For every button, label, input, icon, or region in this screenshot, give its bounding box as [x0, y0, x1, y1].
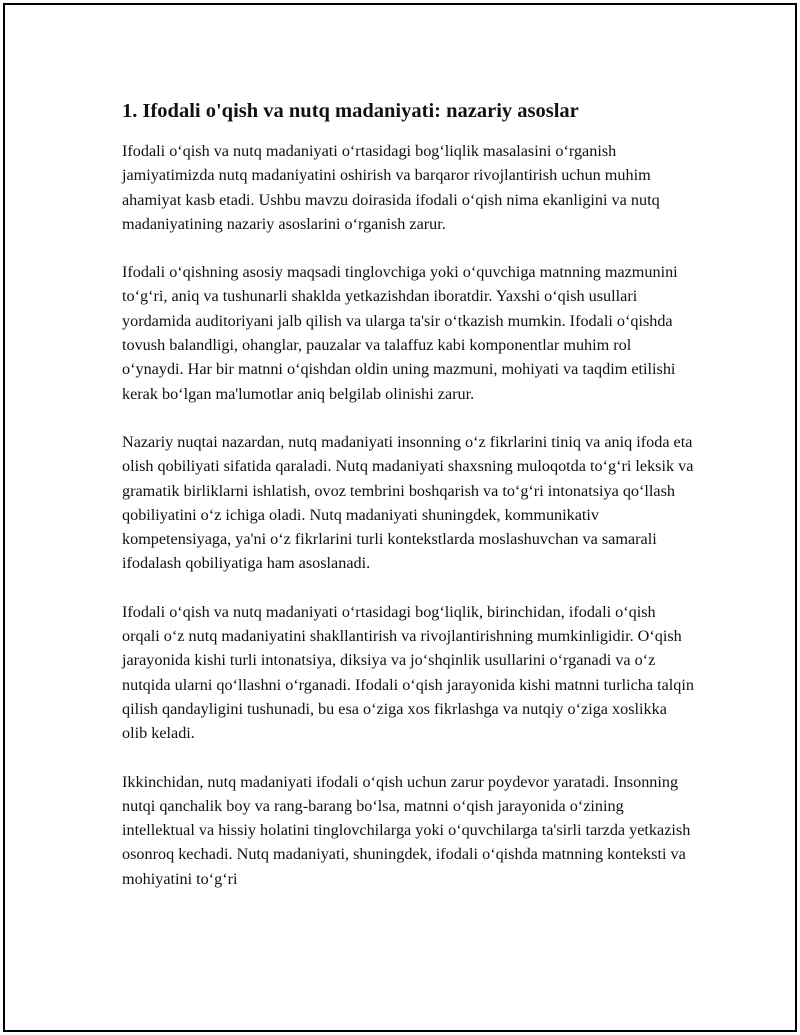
paragraph-2: Ifodali o‘qishning asosiy maqsadi tinglovchiga yoki o‘quvchiga matnning mazmunini to‘g‘ri, aniq va tushunarli shaklda yetkazishdan iboratdir. Yaxshi o‘qish usullari yordamida auditoriyani jalb qilish va ularga ta'sir o‘tkazish mumkin. Ifodali o‘qishda tovush balandligi, ohanglar, pauzalar va talaffuz kabi komponentlar muhim rol o‘ynaydi. Har bir matnni o‘qishdan oldin uning mazmuni, mohiyati va taqdim etilishi kerak bo‘lgan ma'lumotlar aniq belgilab olinishi zarur. [122, 263, 678, 403]
section-heading: 1. Ifodali o'qish va nutq madaniyati: nazariy asoslar [122, 100, 579, 122]
paragraph-1: Ifodali o‘qish va nutq madaniyati o‘rtasidagi bog‘liqlik masalasini o‘rganish jamiyatimizda nutq madaniyatini oshirish va barqaror rivojlantirish uchun muhim ahamiyat kasb etadi. Ushbu mavzu doirasida ifodali o‘qish nima ekanligini va nutq madaniyatining nazariy asoslarini o‘rganish zarur. [122, 142, 660, 233]
paragraph-5: Ikkinchidan, nutq madaniyati ifodali o‘qish uchun zarur poydevor yaratadi. Insonning nutqi qanchalik boy va rang-barang bo‘lsa, matnni o‘qish jarayonida o‘zining intellektual va hissiy holatini tinglovchilarga yoki o‘quvchilarga ta'sirli tarzda yetkazish osonroq kechadi. Nutq madaniyati, shuningdek, ifodali o‘qishda matnning konteksti va mohiyatini to‘g‘ri [122, 772, 691, 888]
paragraph-4: Ifodali o‘qish va nutq madaniyati o‘rtasidagi bog‘liqlik, birinchidan, ifodali o‘qish orqali o‘z nutq madaniyatini shakllantirish va rivojlantirishning mumkinligidir. O‘qish jarayonida kishi turli intonatsiya, diksiya va jo‘shqinlik usullarini o‘rganadi va o‘z nutqida ularni qo‘llashni o‘rganadi. Ifodali o‘qish jarayonida kishi matnni turlicha talqin qilish qandayligini tushunadi, bu esa o‘ziga xos fikrlashga va nutqiy o‘ziga xoslikka olib keladi. [122, 602, 694, 743]
page-frame [3, 3, 797, 1032]
paragraph-3: Nazariy nuqtai nazardan, nutq madaniyati insonning o‘z fikrlarini tiniq va aniq ifoda eta olish qobiliyati sifatida qaraladi. Nutq madaniyati shaxsning muloqotda to‘g‘ri leksik va gramatik birliklarni ishlatish, ovoz tembrini boshqarish va to‘g‘ri intonatsiya qo‘llash qobiliyatini o‘z ichiga oladi. Nutq madaniyati shuningdek, kommunikativ kompetensiyaga, ya'ni o‘z fikrlarini turli kontekstlarda moslashuvchan va samarali ifodalash qobiliyatiga ham asoslanadi. [122, 432, 694, 573]
document-body [122, 97, 694, 915]
